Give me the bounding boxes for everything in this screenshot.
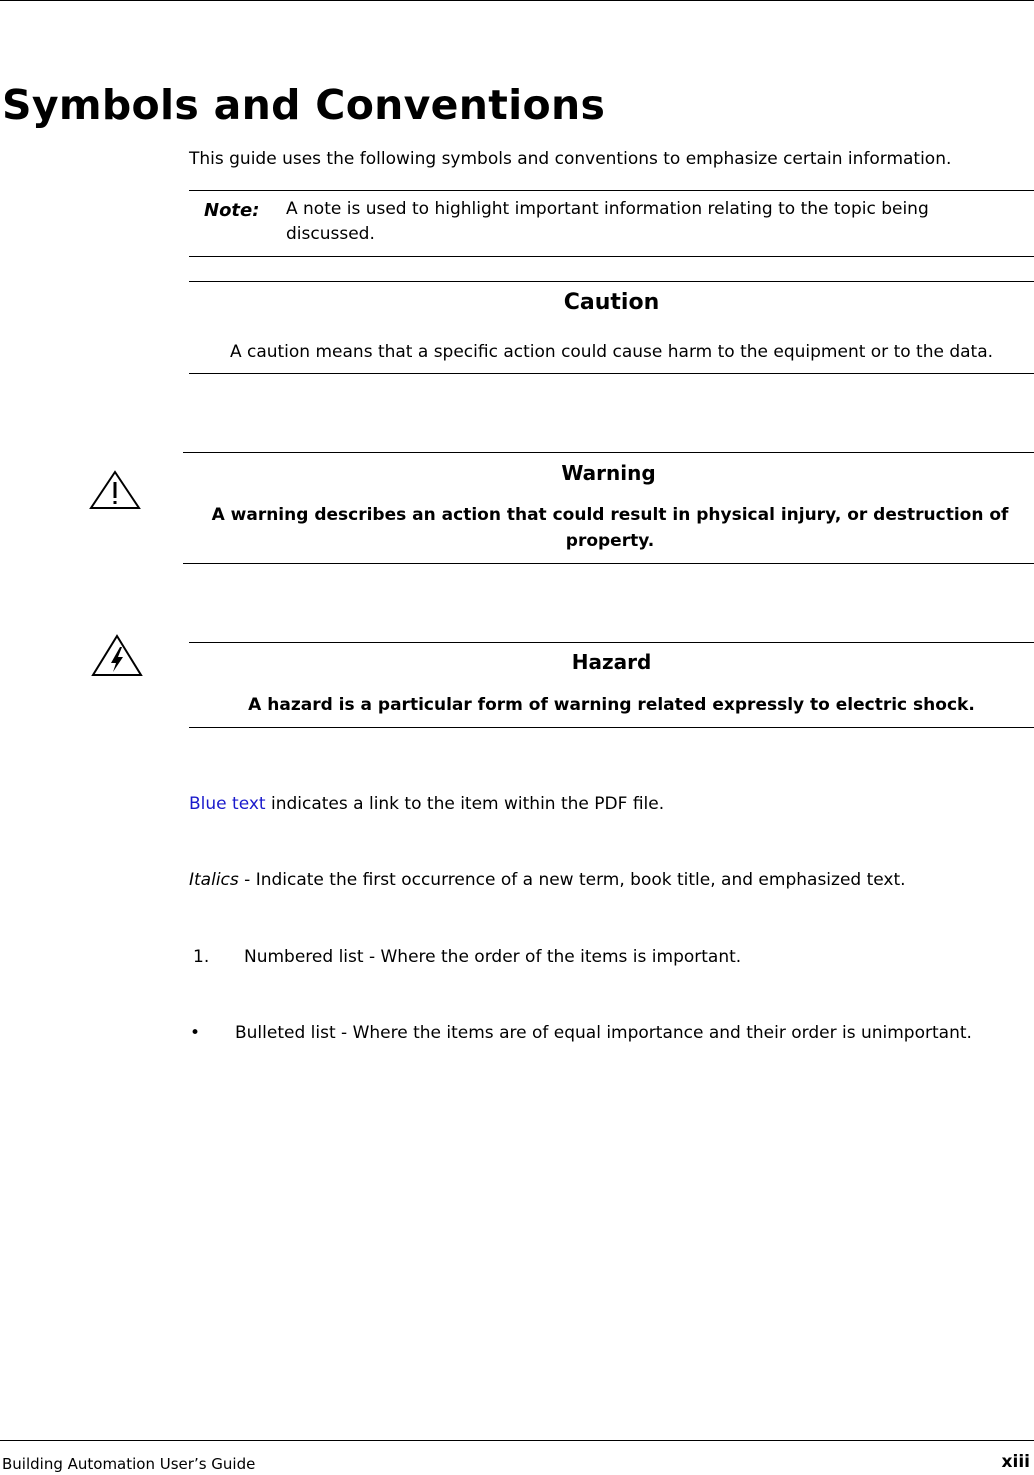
blue-text-description: indicates a link to the item within the PDF file. xyxy=(265,794,665,814)
electric-hazard-icon xyxy=(91,634,143,678)
warning-exclamation-icon xyxy=(89,470,141,510)
italics-label: Italics xyxy=(189,870,239,890)
caution-top-rule xyxy=(189,281,1034,282)
intro-paragraph: This guide uses the following symbols and conventions to emphasize certain information. xyxy=(189,149,952,169)
page-title: Symbols and Conventions xyxy=(2,81,606,129)
caution-bottom-rule xyxy=(189,373,1034,374)
note-bottom-rule xyxy=(189,256,1034,257)
hazard-text: A hazard is a particular form of warning related expressly to electric shock. xyxy=(248,695,975,715)
footer-doc-title: Building Automation User’s Guide xyxy=(2,1455,256,1473)
blue-text-link[interactable]: Blue text xyxy=(189,794,266,814)
note-top-rule xyxy=(189,190,1034,191)
italics-description: - Indicate the first occurrence of a new term, book title, and emphasized text. xyxy=(238,870,906,890)
hazard-title: Hazard xyxy=(571,650,652,674)
bulleted-list-item: Bulleted list - Where the items are of equal importance and their order is unimportant. xyxy=(235,1023,972,1043)
numbered-list-marker: 1. xyxy=(193,947,210,967)
hazard-top-rule xyxy=(189,642,1034,643)
bullet-marker: • xyxy=(190,1023,201,1043)
warning-bottom-rule xyxy=(183,563,1034,564)
italics-convention xyxy=(189,867,906,893)
warning-title: Warning xyxy=(561,461,656,485)
caution-text: A caution means that a specific action could cause harm to the equipment or to the data. xyxy=(229,342,994,362)
numbered-list-item: Numbered list - Where the order of the items is important. xyxy=(244,947,742,967)
hazard-bottom-rule xyxy=(189,727,1034,728)
blue-text-convention xyxy=(189,791,664,817)
note-text: A note is used to highlight important information relating to the topic being discussed. xyxy=(286,199,929,244)
warning-top-rule xyxy=(183,452,1034,453)
footer-rule xyxy=(0,1440,1034,1441)
footer-page-number: xiii xyxy=(1001,1452,1030,1472)
top-rule xyxy=(0,0,1034,1)
caution-title: Caution xyxy=(563,290,660,315)
warning-text: A warning describes an action that could result in physical injury, or destruction of property. xyxy=(211,505,1009,551)
note-label: Note: xyxy=(204,200,260,221)
